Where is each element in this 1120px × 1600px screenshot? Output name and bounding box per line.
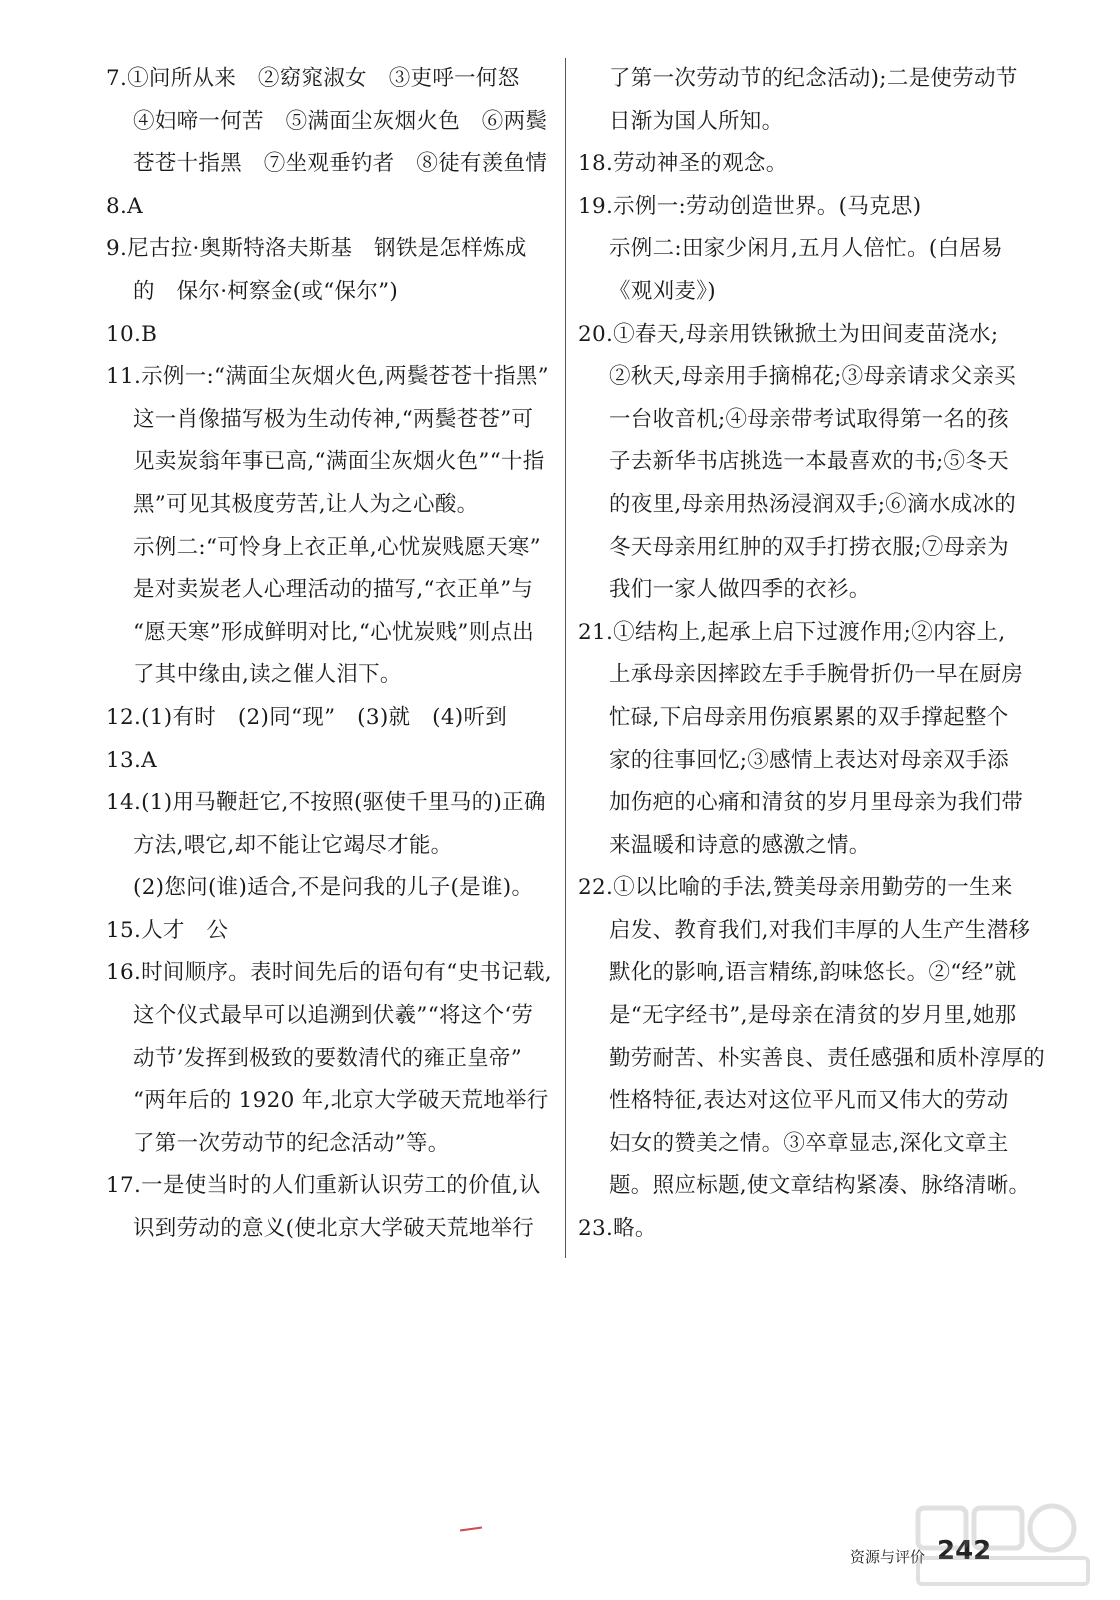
left-column-line: 12.(1)有时 (2)同“现” (3)就 (4)听到 [106,704,508,730]
right-column-line: 性格特征,表达对这位平凡而又伟大的劳动 [609,1088,1009,1114]
right-column-line: 《观刈麦》) [609,278,716,304]
right-column-line: 忙碌,下启母亲用伤痕累累的双手撑起整个 [609,704,1009,730]
left-column-line: 方法,喂它,却不能让它竭尽才能。 [133,832,453,858]
red-pen-mark [460,1526,482,1531]
left-column-line: 13.A [106,747,157,773]
right-column-line: 一台收音机;④母亲带考试取得第一名的孩 [609,406,1009,432]
right-column-line: 18.劳动神圣的观念。 [578,151,788,177]
watermark-logo-icon [908,1500,1098,1590]
right-column-line: 勤劳耐苦、朴实善良、责任感强和质朴淳厚的 [609,1045,1046,1071]
left-column-line: 这个仪式最早可以追溯到伏羲”“将这个‘劳 [133,1003,534,1029]
left-column-line: 这一肖像描写极为生动传神,“两鬓苍苍”可 [133,406,534,432]
left-column-line: 识到劳动的意义(使北京大学破天荒地举行 [133,1216,535,1242]
footer-label: 资源与评价 [850,1548,926,1566]
left-column-line: 14.(1)用马鞭赶它,不按照(驱使千里马的)正确 [106,790,546,816]
left-column-line: ④妇啼一何苦 ⑤满面尘灰烟火色 ⑥两鬓 [133,108,548,134]
left-column-line: “愿天寒”形成鲜明对比,“心忧炭贱”则点出 [133,619,535,645]
left-column-line: 15.人才 公 [106,917,229,943]
left-column-line: 7.①问所从来 ②窈窕淑女 ③吏呼一何怒 [106,66,520,91]
left-column-line: 示例二:“可怜身上衣正单,心忧炭贱愿天寒” [133,534,541,560]
right-column-line: 是“无字经书”,是母亲在清贫的岁月里,她那 [609,1003,1017,1029]
left-column-line: 黑”可见其极度劳苦,让人为之心酸。 [133,491,479,517]
right-column [578,58,1046,1251]
left-column-line: 动节’发挥到极致的要数清代的雍正皇帝” [133,1045,523,1071]
left-column-line: 8.A [106,193,143,219]
left-column-line: 9.尼古拉·奥斯特洛夫斯基 钢铁是怎样炼成 [106,236,527,262]
right-column-line: 启发、教育我们,对我们丰厚的人生产生潜移 [609,917,1031,943]
right-column-line: 22.①以比喻的手法,赞美母亲用勤劳的一生来 [578,875,1013,901]
right-column-line: 冬天母亲用红肿的双手打捞衣服;⑦母亲为 [609,534,1009,560]
left-column-line: 的 保尔·柯察金(或“保尔”) [133,278,399,304]
right-column-line: 的夜里,母亲用热汤浸润双手;⑥滴水成冰的 [609,491,1017,517]
left-column-line: 17.一是使当时的人们重新认识劳工的价值,认 [106,1173,541,1199]
right-column-line: 示例二:田家少闲月,五月人倍忙。(白居易 [609,236,1003,262]
left-column-line: 是对卖炭老人心理活动的描写,“衣正单”与 [133,577,534,603]
left-column-line: 见卖炭翁年事已高,“满面尘灰烟火色”“十指 [133,449,545,475]
right-column-line: 19.示例一:劳动创造世界。(马克思) [578,193,922,219]
right-column-line: 日渐为国人所知。 [609,108,784,134]
right-column-line: ②秋天,母亲用手摘棉花;③母亲请求父亲买 [609,364,1017,390]
right-column-line: 加伤疤的心痛和清贫的岁月里母亲为我们带 [609,790,1024,816]
right-column-line: 上承母亲因摔跤左手手腕骨折仍一早在厨房 [609,662,1024,688]
left-column-line: 了其中缘由,读之催人泪下。 [133,662,402,688]
left-column [106,58,554,1251]
right-column-line: 23.略。 [578,1216,657,1242]
right-column-line: 了第一次劳动节的纪念活动);二是使劳动节 [609,66,1018,91]
left-column-line: 苍苍十指黑 ⑦坐观垂钓者 ⑧徒有羡鱼情 [133,151,548,177]
right-column-line: 子去新华书店挑选一本最喜欢的书;⑤冬天 [609,449,1009,475]
right-column-line: 来温暖和诗意的感激之情。 [609,832,871,858]
page-number: 242 [937,1536,992,1566]
left-column-line: (2)您问(谁)适合,不是问我的儿子(是谁)。 [133,875,534,901]
column-divider [565,58,566,1258]
right-column-line: 题。照应标题,使文章结构紧凑、脉络清晰。 [609,1173,1031,1199]
right-column-line: 家的往事回忆;③感情上表达对母亲双手添 [609,747,1009,773]
right-column-line: 妇女的赞美之情。③卒章显志,深化文章主 [609,1130,1009,1156]
left-column-line: 10.B [106,321,158,347]
left-column-line: 16.时间顺序。表时间先后的语句有“史书记载, [106,960,552,986]
right-column-line: 我们一家人做四季的衣衫。 [609,577,871,603]
right-column-line: 20.①春天,母亲用铁锹掀土为田间麦苗浇水; [578,321,999,347]
right-column-line: 默化的影响,语言精练,韵味悠长。②“经”就 [609,960,1017,986]
left-column-line: “两年后的 1920 年,北京大学破天荒地举行 [133,1088,549,1114]
left-column-line: 11.示例一:“满面尘灰烟火色,两鬓苍苍十指黑” [106,364,549,390]
left-column-line: 了第一次劳动节的纪念活动”等。 [133,1130,450,1156]
right-column-line: 21.①结构上,起承上启下过渡作用;②内容上, [578,619,1006,645]
